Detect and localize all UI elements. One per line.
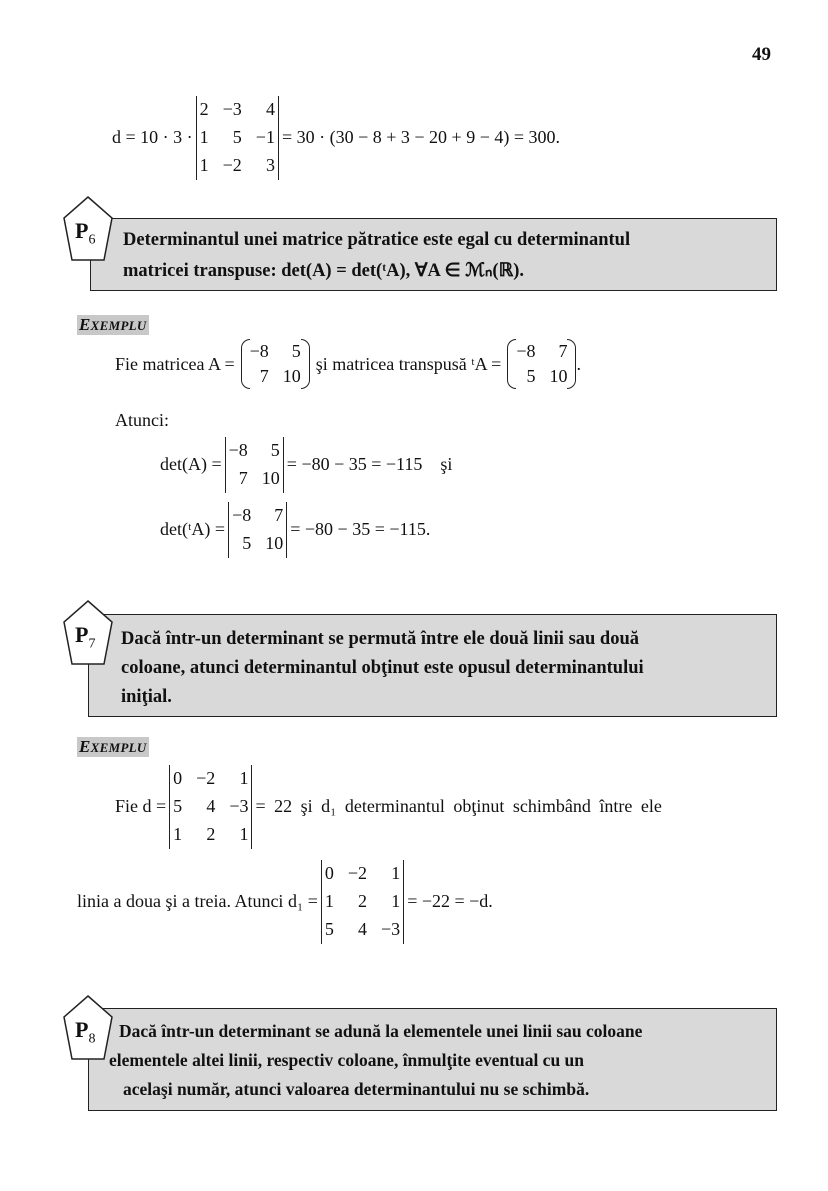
- badge-number: 6: [88, 232, 96, 248]
- p7-badge: $P_7$: [62, 600, 114, 666]
- cell: −1: [255, 126, 275, 147]
- then-label: Atunci:: [115, 410, 169, 430]
- p7-line3: iniţial.: [121, 687, 172, 707]
- example2-line1: Fie d = 0 −2 1 5 4 −3 1 2 1 = 22 şi d₁ determinantul obţinut schimbând între ele: [115, 765, 662, 849]
- badge-letter: P: [75, 218, 89, 243]
- p8-line2: elementele altei linii, respectiv coloane, înmulţite eventual cu un: [109, 1050, 585, 1070]
- determinant-d: 0 −2 1 5 4 −3 1 2 1: [169, 765, 252, 849]
- p8-line3: acelaşi număr, atunci valoarea determinantului nu se schimbă.: [123, 1079, 590, 1099]
- cell: 1: [199, 154, 209, 175]
- page-number: 49: [752, 44, 771, 65]
- equation-d: [112, 96, 560, 180]
- p8-badge: $P_8$: [62, 995, 114, 1061]
- determinant: −8 5 7 10: [225, 437, 284, 493]
- cell: −3: [222, 99, 242, 119]
- eq-rhs: = 30 · (30 − 8 + 3 − 20 + 9 − 4) = 300.: [281, 127, 560, 148]
- example-heading: EXEMPLU: [79, 737, 147, 756]
- text: Fie matricea A =: [115, 353, 235, 374]
- p6-line1: Determinantul unei matrice pătratice este egal cu determinantul: [123, 230, 631, 250]
- detAt-equation: det(ᵗA) = −8 7 5 10 = −80 − 35 = −115.: [160, 502, 430, 558]
- p7-line1: Dacă într-un determinant se permută între ele două linii sau două: [121, 629, 640, 649]
- cell: 1: [199, 126, 209, 147]
- example1-matrices: Fie matricea A = −8 5 7 10 şi matricea transpusă ᵗA = −8 7 5 10 .: [115, 339, 581, 389]
- example-heading: EXEMPLU: [79, 315, 147, 334]
- cell: 3: [265, 154, 275, 175]
- p8-line1: Dacă într-un determinant se adună la elementele unei linii sau coloane: [119, 1021, 643, 1041]
- p6-badge: [62, 196, 114, 262]
- eq-lhs: d = 10 · 3 ·: [112, 127, 193, 148]
- text: şi matricea transpusă ᵗA =: [315, 353, 502, 374]
- property-p8-box: [88, 1008, 777, 1111]
- example2-line2: linia a doua şi a treia. Atunci d₁ = 0 −2 1 1 2 1 5 4 −3 = −22 = −d.: [77, 860, 493, 944]
- matrix-A: −8 5 7 10: [241, 339, 310, 389]
- determinant-d1: 0 −2 1 1 2 1 5 4 −3: [321, 860, 404, 944]
- detA-equation: det(A) = −8 5 7 10 = −80 − 35 = −115 şi: [160, 437, 452, 493]
- property-p7-box: [88, 614, 777, 717]
- cell: 5: [232, 126, 242, 147]
- p7-line2: coloane, atunci determinantul obţinut este opusul determinantului: [121, 658, 644, 678]
- property-p6-box: [90, 218, 777, 291]
- determinant: [196, 96, 279, 180]
- cell: −2: [222, 154, 242, 175]
- matrix-At: −8 7 5 10: [507, 339, 576, 389]
- cell: 2: [199, 99, 209, 119]
- p6-line2: matricei transpuse: det(A) = det(ᵗA), ∀A ∈ ℳₙ(ℝ).: [123, 261, 525, 281]
- determinant: −8 7 5 10: [228, 502, 287, 558]
- cell: 4: [265, 99, 275, 119]
